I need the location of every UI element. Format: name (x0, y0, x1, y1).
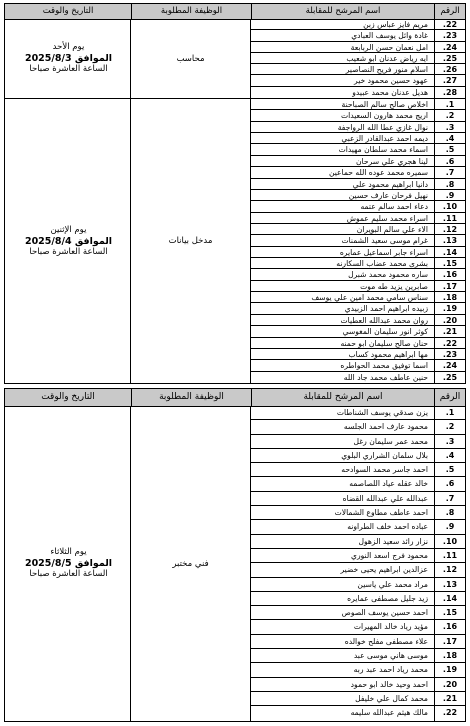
table-row (251, 606, 465, 620)
row-number: 18. (434, 649, 465, 662)
row-number: 8. (434, 506, 465, 519)
candidate-name: مراد محمد علي ياسين (357, 579, 428, 589)
candidate-name: اريج محمد هارون السعيدات (340, 111, 428, 121)
row-number: 13. (434, 578, 465, 591)
row-number: 9. (434, 520, 465, 533)
candidate-name: امل نعمان حسن الربابعة (350, 42, 428, 52)
table-row (251, 578, 465, 592)
session-date: الموافق 2025/8/4 (24, 235, 113, 247)
row-number: 15. (434, 606, 465, 619)
table-row (251, 235, 465, 246)
candidate-name: اسراء جابر اسماعيل عمايره (339, 247, 428, 257)
row-number: 12. (434, 563, 465, 576)
table-row (251, 506, 465, 520)
candidate-name: مالك هيثم عبدالله سليمه (350, 708, 428, 718)
candidate-name: مريم فايز عباس زبن (363, 20, 428, 29)
header-name: اسم المرشح للمقابلة (251, 389, 434, 406)
candidate-name: محمد كمال علي خليفل (355, 693, 428, 703)
row-number: 1. (434, 99, 465, 109)
candidate-name: احمد عاطف مطاوع الشمالات (334, 508, 428, 518)
candidate-name: خالد عقله عياد اللصاصمه (349, 479, 428, 489)
table-row (251, 649, 465, 663)
table-row (251, 592, 465, 606)
table-row (251, 292, 465, 303)
candidate-name: اسما توفيق محمد الحواطره (340, 361, 428, 371)
row-number: 21. (434, 692, 465, 705)
candidate-name: يزن صدقي يوسف الشناطات (336, 408, 428, 417)
table-row (251, 30, 465, 41)
session-date: الموافق 2025/8/3 (24, 53, 113, 64)
header-num: الرقم (434, 4, 465, 19)
session-date: الموافق 2025/8/5 (24, 558, 113, 569)
candidate-name: بلال سلمان الشراري البلوي (341, 450, 428, 460)
table-row (251, 463, 465, 477)
schedule-table-top (4, 3, 466, 384)
date-cell-monday (5, 99, 132, 383)
table-row (251, 420, 465, 434)
candidate-name: اخلاص صالح سالم الصباحنة (341, 100, 428, 109)
candidate-name: مؤيد رياد خالد المهيرات (353, 622, 428, 632)
candidate-name: موسى هاني موسى عبد (353, 651, 428, 661)
row-number: 28. (434, 87, 465, 98)
table-row (251, 360, 465, 371)
row-number: 8. (434, 179, 465, 189)
row-number: 24. (434, 360, 465, 370)
row-number: 18. (434, 292, 465, 302)
candidate-name: احمد وحيد خالد ابو حمود (350, 679, 428, 689)
table-row (251, 678, 465, 692)
candidate-name: اسلام منور فريح النصاصير (345, 65, 428, 75)
row-number: 4. (434, 133, 465, 143)
session-rows-tuesday (251, 406, 465, 721)
table-row (251, 53, 465, 64)
header-num: الرقم (434, 389, 465, 406)
row-number: 21. (434, 326, 465, 336)
session-time: الساعة العاشرة صباحا (29, 246, 108, 257)
candidate-name: نزار رائد سعيد الزهول (358, 536, 428, 546)
header-job: الوظيفة المطلوبة (131, 389, 251, 406)
table-row (251, 213, 465, 224)
date-cell-sunday (5, 19, 132, 98)
table-row (251, 167, 465, 178)
candidate-name: لينا هجري علي سرحان (355, 156, 428, 166)
candidate-name: الاء علي سالم البويران (356, 224, 428, 234)
candidate-name: عزالدين ابراهيم يحيى خضير (340, 565, 428, 575)
candidate-name: دعاء احمد سالم عتمه (360, 202, 428, 212)
table-row (251, 122, 465, 133)
row-number: 17. (434, 635, 465, 648)
row-number: 22. (434, 19, 465, 29)
table-header (5, 389, 465, 407)
header-date: التاريخ والوقت (42, 6, 94, 16)
table-row (251, 87, 465, 98)
header-job: الوظيفة المطلوبة (131, 4, 251, 19)
row-number: 20. (434, 315, 465, 325)
table-row (251, 372, 465, 383)
table-row (251, 303, 465, 314)
job-cell-tuesday: فني مختبر (130, 406, 251, 721)
table-header (5, 4, 465, 20)
candidate-name: عبدالله علي عبدالله القضاه (342, 493, 428, 503)
row-number: 14. (434, 247, 465, 257)
row-number: 3. (434, 122, 465, 132)
candidate-name: عباده احمد خلف الطراونه (347, 522, 428, 532)
row-number: 7. (434, 167, 465, 177)
row-number: 14. (434, 592, 465, 605)
row-number: 1. (434, 406, 465, 419)
table-row (251, 663, 465, 677)
row-number: 13. (434, 235, 465, 245)
table-row (251, 133, 465, 144)
candidate-name: احمد حسين يوسف الصوص (341, 608, 428, 618)
candidate-name: غرام موسى سعيد الشمنات (341, 236, 428, 246)
table-row (251, 64, 465, 75)
candidate-name: سميره محمد عوده الله حماعين (328, 168, 428, 178)
candidate-name: كوثر انور سليمان المغوسي (342, 327, 428, 337)
table-row (251, 692, 465, 706)
table-row (251, 349, 465, 360)
table-row (251, 99, 465, 110)
row-number: 23. (434, 349, 465, 359)
row-number: 25. (434, 53, 465, 63)
table-row (251, 620, 465, 634)
candidate-name: علاء مصطفى مفلح خوالده (344, 636, 428, 646)
candidate-name: دانيا ابراهيم محمود علي (352, 179, 428, 189)
row-number: 10. (434, 201, 465, 211)
header-date: التاريخ والوقت (41, 392, 95, 402)
row-number: 2. (434, 110, 465, 120)
table-row (251, 549, 465, 563)
table-row (251, 535, 465, 549)
candidate-name: محمد عمر سليمان رغل (353, 436, 428, 446)
row-number: 12. (434, 224, 465, 234)
session-day: يوم الثلاثاء (50, 547, 87, 557)
table-row (251, 179, 465, 190)
session-time: الساعة العاشرة صباحا (29, 569, 108, 579)
table-row (251, 110, 465, 121)
candidate-name: هديل عدنان محمد عبيدو (352, 87, 428, 97)
row-number: 9. (434, 190, 465, 200)
candidate-name: ديمه احمد عبدالقادر الزعبي (341, 134, 428, 144)
table-row (251, 315, 465, 326)
row-number: 22. (434, 706, 465, 720)
row-number: 5. (434, 144, 465, 154)
table-row (251, 224, 465, 235)
candidate-name: اسماء محمد سلطان مهيدات (338, 145, 428, 155)
row-number: 16. (434, 269, 465, 279)
row-number: 6. (434, 477, 465, 490)
table-row (251, 520, 465, 534)
candidate-name: محمود عارف احمد الجلسه (343, 422, 428, 432)
row-number: 15. (434, 258, 465, 268)
table-row (251, 635, 465, 649)
header-name: اسم المرشح للمقابلة (251, 4, 434, 19)
row-number: 22. (434, 338, 465, 348)
candidate-name: نوال غازي عطا الله الرواجفة (337, 122, 428, 132)
candidate-name: نهيل فرحان عارف حسين (348, 190, 428, 200)
table-row (251, 190, 465, 201)
table-row (251, 144, 465, 155)
table-row (251, 19, 465, 30)
row-number: 25. (434, 372, 465, 383)
table-row (251, 156, 465, 167)
table-row (251, 42, 465, 53)
session-day: يوم الأحد (52, 42, 85, 52)
row-number: 11. (434, 549, 465, 562)
candidate-name: حنان صالح سليمان ابو حمنه (340, 338, 428, 348)
row-number: 16. (434, 620, 465, 633)
session-rows-monday (251, 99, 465, 383)
row-number: 17. (434, 281, 465, 291)
row-number: 23. (434, 30, 465, 40)
candidate-name: زبيده ابراهيم احمد الزبيدي (344, 304, 428, 314)
row-number: 19. (434, 303, 465, 313)
candidate-name: زيد جليل مصطفى عمايره (347, 593, 428, 603)
table-row (251, 75, 465, 86)
row-number: 24. (434, 42, 465, 52)
candidate-name: مها ابراهيم محمود كساب (348, 349, 428, 359)
candidate-name: حنين عاطف محمد جاد الله (343, 372, 428, 382)
candidate-name: عهود حسين محمود خير (354, 76, 428, 86)
table-row (251, 258, 465, 269)
row-number: 7. (434, 492, 465, 505)
candidate-name: محمود فرج اسعد النوري (351, 550, 428, 560)
table-row (251, 563, 465, 577)
table-row (251, 449, 465, 463)
candidate-name: سناس سامي محمد امين علي يوسف (311, 293, 428, 303)
row-number: 5. (434, 463, 465, 476)
candidate-name: ساره محمود محمد شبرل (348, 270, 428, 280)
job-cell-monday: مدخل بيانات (130, 99, 251, 383)
row-number: 19. (434, 663, 465, 676)
candidate-name: احمد جاسر محمد السوادحه (341, 465, 428, 475)
candidate-name: بشرى محمد عضاب السكارنه (336, 259, 428, 269)
row-number: 20. (434, 678, 465, 691)
table-row (251, 201, 465, 212)
table-row (251, 247, 465, 258)
candidate-name: روان محمد عبدالله العطيات (340, 315, 428, 325)
table-row (251, 338, 465, 349)
row-number: 2. (434, 420, 465, 433)
candidate-name: محمد رياد احمد عبد ربه (353, 665, 428, 675)
candidate-name: غادة وائل يوسف العبادي (351, 31, 428, 41)
table-row (251, 326, 465, 337)
job-cell-sunday: محاسب (130, 19, 251, 98)
candidate-name: اسراء محمد سليم عموش (346, 213, 428, 223)
session-time: الساعة العاشرة صباحا (29, 64, 108, 74)
row-number: 11. (434, 213, 465, 223)
table-row (251, 706, 465, 720)
session-rows-sunday (251, 19, 465, 98)
candidate-name: ايه رياض عدنان ابو شعيب (346, 53, 428, 63)
session-day: يوم الإثنين (50, 224, 87, 235)
table-row (251, 477, 465, 491)
candidate-name: صابرين يزيد طه موت (360, 281, 428, 291)
schedule-table-bottom (4, 388, 466, 722)
table-row (251, 406, 465, 420)
row-number: 10. (434, 535, 465, 548)
table-row (251, 492, 465, 506)
row-number: 27. (434, 75, 465, 85)
row-number: 6. (434, 156, 465, 166)
table-row (251, 281, 465, 292)
date-cell-tuesday (5, 406, 132, 721)
table-row (251, 269, 465, 280)
row-number: 4. (434, 449, 465, 462)
row-number: 26. (434, 64, 465, 74)
row-number: 3. (434, 435, 465, 448)
table-row (251, 435, 465, 449)
